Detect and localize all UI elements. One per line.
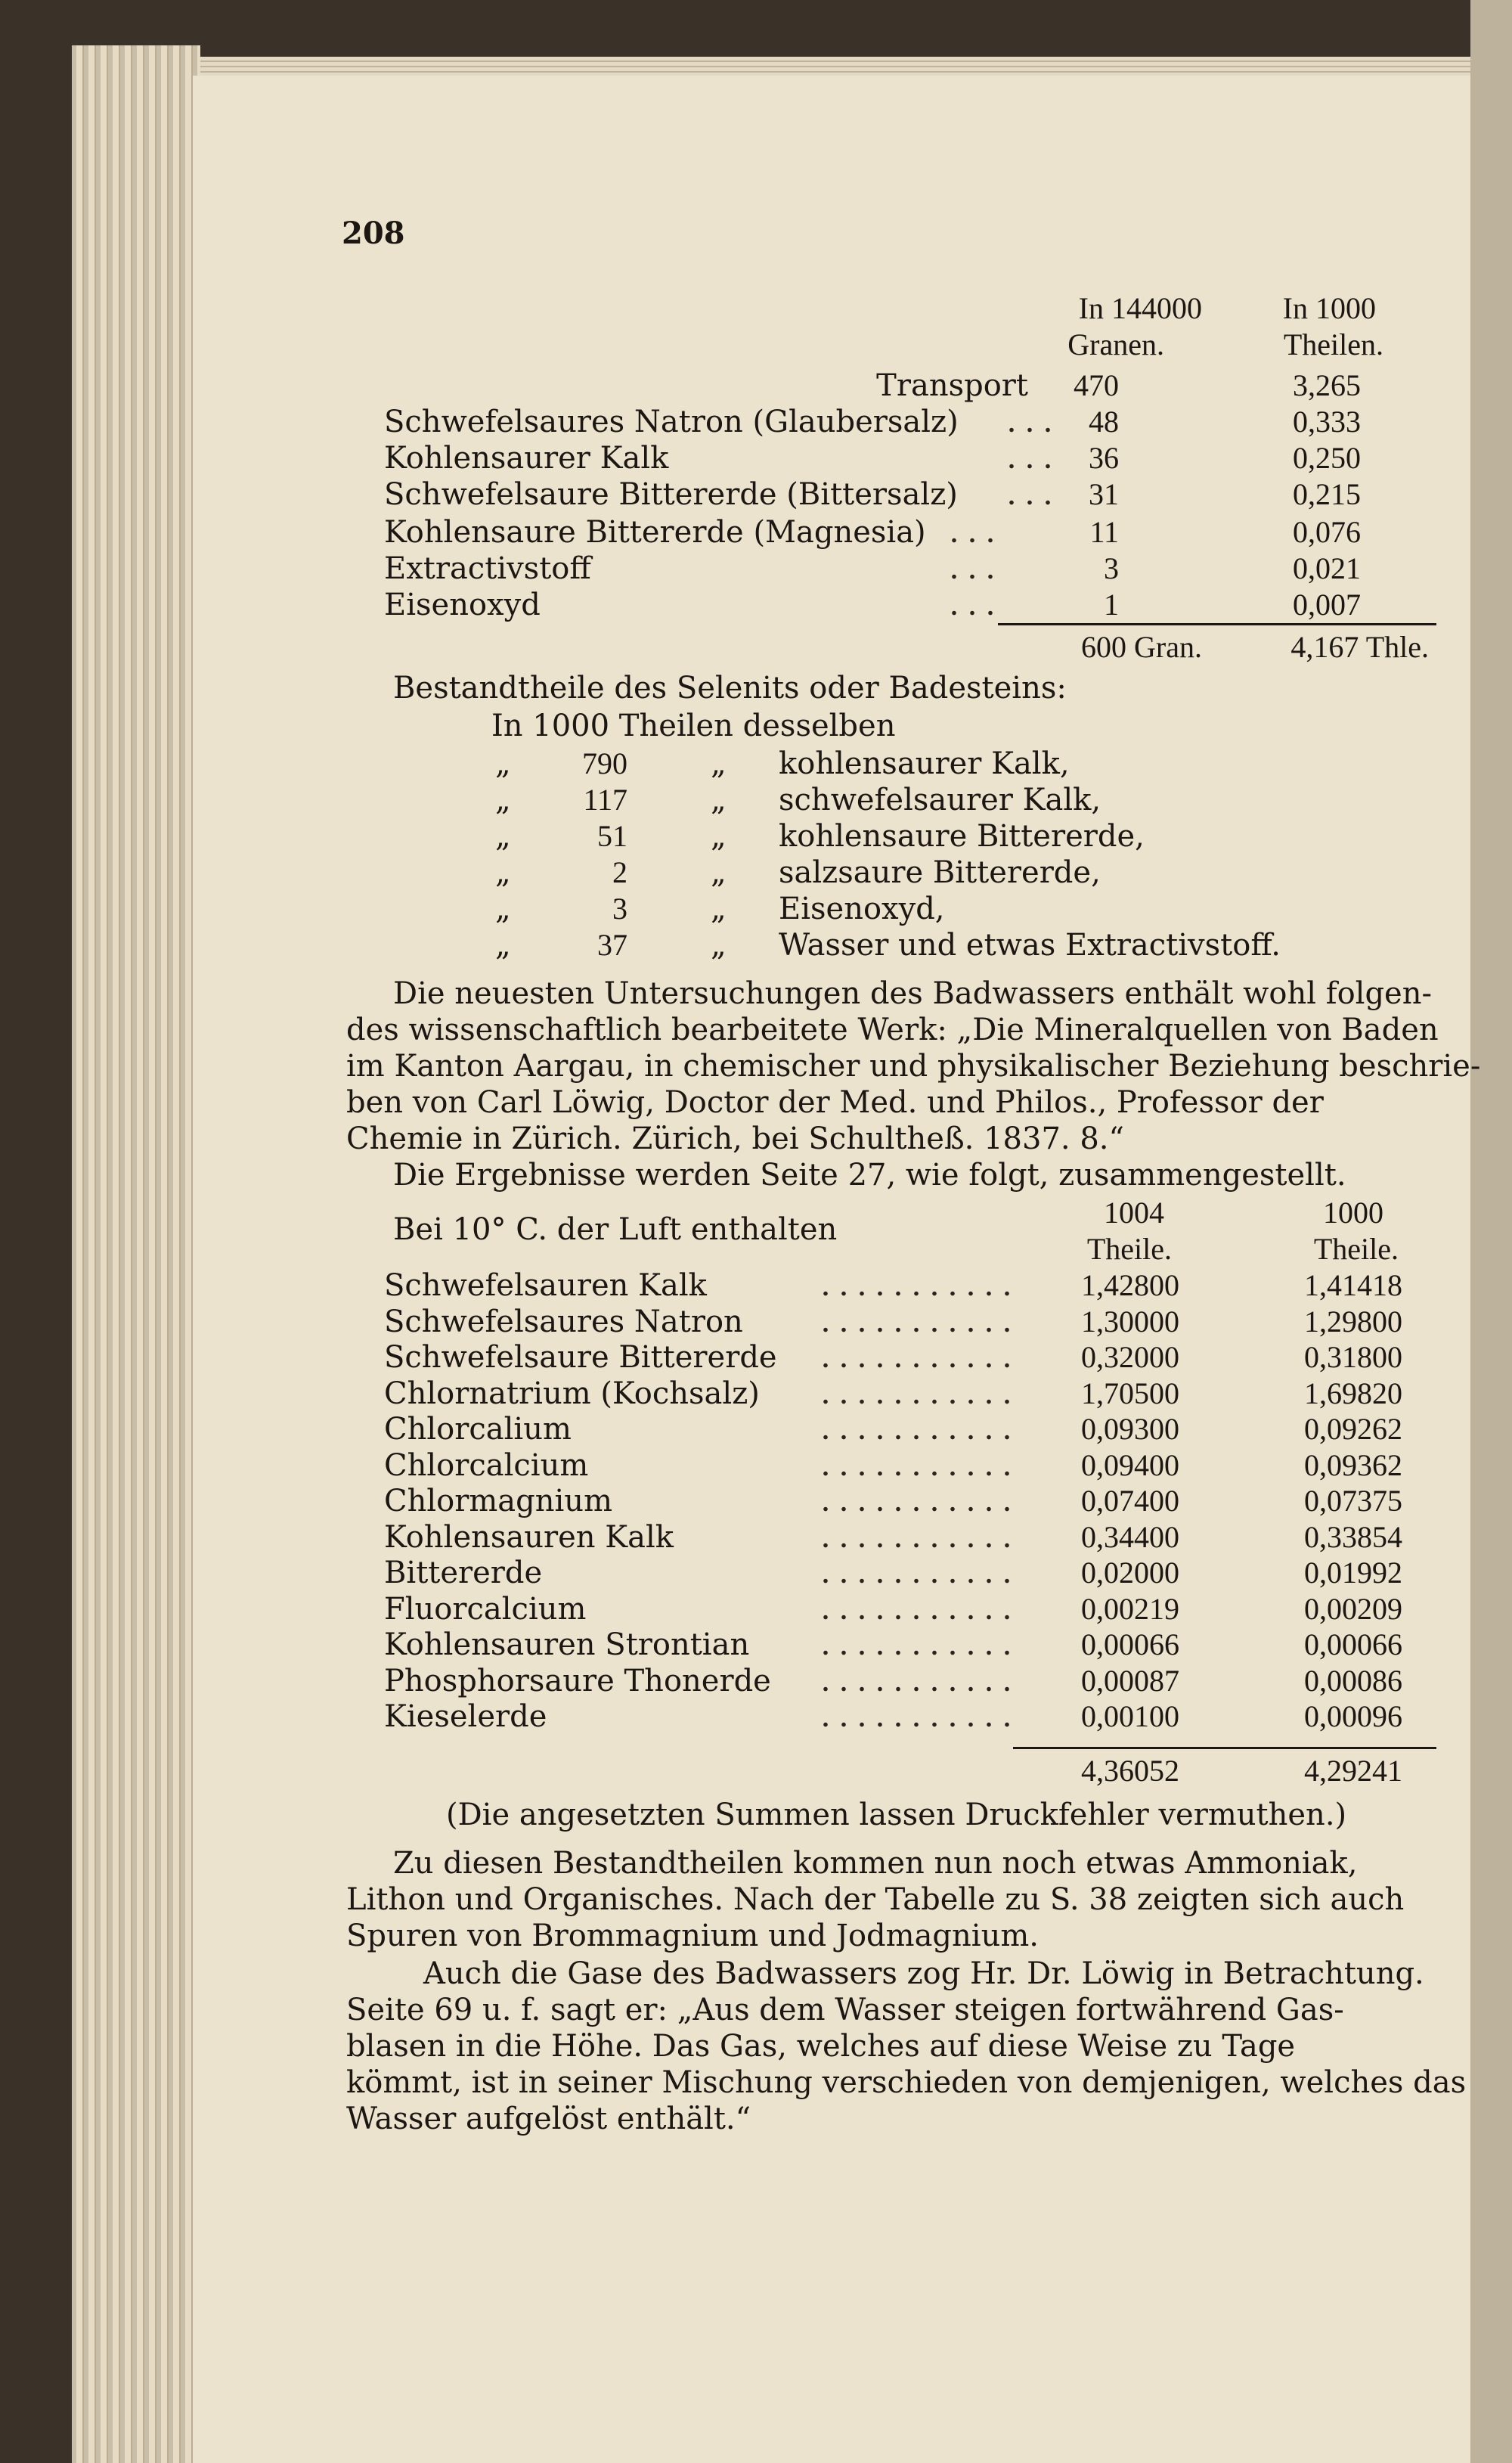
table2-cell-1000: 0,00096 — [1304, 1699, 1402, 1733]
table2-row-label: Schwefelsaures Natron — [384, 1304, 743, 1339]
dot-leader — [816, 1376, 1013, 1412]
dot-leader — [816, 1627, 1013, 1663]
table2-cell-1004: 1,42800 — [1081, 1268, 1179, 1302]
table2-row-label: Kieselerde — [384, 1699, 547, 1734]
ditto-mark: „ — [711, 892, 727, 926]
table1-row-label: Eisenoxyd — [384, 588, 541, 622]
ditto-mark: „ — [711, 855, 727, 890]
text-line: kömmt, ist in seiner Mischung verschieden von demjenigen, welches das — [346, 2065, 1467, 2100]
text-line: Die neuesten Untersuchungen des Badwassers enthält wohl folgen- — [393, 976, 1433, 1011]
ditto-mark: „ — [711, 783, 727, 817]
table1-cell-granen: 1 — [1104, 588, 1119, 622]
table2-cell-1000: 0,09262 — [1304, 1412, 1402, 1446]
table2-row-label: Fluorcalcium — [384, 1591, 587, 1627]
table2-sum-rule — [1013, 1747, 1436, 1749]
table1-row-label: Kohlensaurer Kalk — [384, 441, 669, 476]
ditto-mark: „ — [495, 746, 511, 781]
table2-row-label: Chlorcalium — [384, 1412, 572, 1447]
dot-leader — [816, 1591, 1013, 1627]
table2-cell-1000: 0,33854 — [1304, 1519, 1402, 1554]
table2-cell-1004: 0,00219 — [1081, 1591, 1179, 1626]
dot-leader — [816, 1267, 1013, 1304]
table1-cell-granen: 11 — [1089, 515, 1119, 549]
ditto-mark: „ — [711, 819, 727, 854]
table1-cell-granen: 31 — [1089, 477, 1119, 511]
table1-total-a: 600 Gran. — [1081, 630, 1202, 664]
table2-cell-1004: 0,09300 — [1081, 1412, 1179, 1446]
text-line: Auch die Gase des Badwassers zog Hr. Dr. Löwig in Betrachtung. — [423, 1956, 1424, 1991]
table2-total-a: 4,36052 — [1081, 1754, 1179, 1788]
table1-cell-theilen: 0,076 — [1293, 515, 1361, 549]
ditto-mark: „ — [495, 892, 511, 926]
table1-cell-granen: 48 — [1089, 405, 1119, 439]
dot-leader — [816, 1698, 1013, 1735]
selenit-substance: Eisenoxyd, — [779, 892, 945, 926]
table1-cell-theilen: 0,333 — [1293, 405, 1361, 439]
table1-cell-theilen: 0,250 — [1293, 441, 1361, 475]
dot-leader — [945, 514, 1005, 551]
table1-col2-header-1: In 1000 — [1282, 291, 1376, 325]
table2-cell-1000: 0,00209 — [1304, 1591, 1402, 1626]
table2-col2-header-1: 1000 — [1323, 1196, 1383, 1230]
text-line: Wasser aufgelöst enthält.“ — [346, 2102, 751, 2136]
selenit-heading: Bestandtheile des Selenits oder Badesteins: — [393, 671, 1067, 706]
paragraph-results: Die Ergebnisse werden Seite 27, wie folgt, zusammengestellt. — [393, 1158, 1346, 1193]
ditto-mark: „ — [711, 746, 727, 781]
page-number: 208 — [342, 216, 405, 251]
dot-leader — [816, 1447, 1013, 1484]
table2-row-label: Chlornatrium (Kochsalz) — [384, 1376, 760, 1411]
table1-sum-rule — [998, 623, 1436, 625]
table2-row-label: Schwefelsauren Kalk — [384, 1268, 707, 1303]
table2-cell-1000: 0,01992 — [1304, 1556, 1402, 1590]
table2-row-label: Schwefelsaure Bittererde — [384, 1340, 777, 1375]
text-line: Seite 69 u. f. sagt er: „Aus dem Wasser steigen fortwährend Gas- — [346, 1993, 1344, 2027]
table2-cell-1004: 0,34400 — [1081, 1519, 1179, 1554]
selenit-substance: schwefelsaurer Kalk, — [779, 783, 1101, 817]
table2-total-b: 4,29241 — [1304, 1754, 1402, 1788]
table1-cell-theilen: 3,265 — [1293, 368, 1361, 402]
ditto-mark: „ — [495, 855, 511, 890]
table1-row-label: Schwefelsaures Natron (Glaubersalz) — [384, 405, 959, 439]
ditto-mark: „ — [711, 928, 727, 963]
text-line: Chemie in Zürich. Zürich, bei Schultheß. 1837. 8.“ — [346, 1121, 1124, 1156]
table2-row-label: Kohlensauren Strontian — [384, 1627, 750, 1662]
text-line: Spuren von Brommagnium und Jodmagnium. — [346, 1919, 1039, 1953]
text-line: des wissenschaftlich bearbeitete Werk: „Die Mineralquellen von Baden — [346, 1013, 1439, 1047]
table2-row-label: Phosphorsaure Thonerde — [384, 1663, 771, 1698]
table2-row-label: Chlormagnium — [384, 1484, 612, 1518]
table2-cell-1004: 1,70500 — [1081, 1376, 1179, 1410]
table1-row-label: Extractivstoff — [384, 551, 591, 586]
table2-cell-1000: 0,00066 — [1304, 1627, 1402, 1661]
table2-col1-header-1: 1004 — [1104, 1196, 1164, 1230]
table2-cell-1004: 0,32000 — [1081, 1340, 1179, 1374]
selenit-substance: salzsaure Bittererde, — [779, 855, 1101, 890]
table2-cell-1004: 0,02000 — [1081, 1556, 1179, 1590]
dot-leader — [816, 1483, 1013, 1519]
ditto-mark: „ — [495, 928, 511, 963]
table1-col2-header-2: Theilen. — [1283, 327, 1383, 361]
table1-cell-theilen: 0,215 — [1293, 477, 1361, 511]
text-line: im Kanton Aargau, in chemischer und physikalischer Beziehung beschrie- — [346, 1049, 1481, 1084]
selenit-substance: kohlensaurer Kalk, — [779, 746, 1070, 781]
dot-leader — [816, 1411, 1013, 1447]
table2-cell-1000: 1,41418 — [1304, 1268, 1402, 1302]
table2-row-label: Bittererde — [384, 1556, 543, 1590]
note-printing-errors: (Die angesetzten Summen lassen Druckfehler vermuthen.) — [446, 1798, 1347, 1832]
table1-row-label: Kohlensaure Bittererde (Magnesia) — [384, 515, 926, 550]
table2-cell-1000: 1,69820 — [1304, 1376, 1402, 1410]
table2-intro: Bei 10° C. der Luft enthalten — [393, 1212, 838, 1247]
table2-cell-1000: 0,07375 — [1304, 1484, 1402, 1518]
text-line: Zu diesen Bestandtheilen kommen nun noch etwas Ammoniak, — [393, 1846, 1358, 1881]
table2-cell-1004: 0,09400 — [1081, 1447, 1179, 1482]
table1-col1-header-1: In 144000 — [1078, 291, 1202, 325]
dot-leader — [816, 1555, 1013, 1591]
table1-total-b: 4,167 Thle. — [1290, 630, 1429, 664]
dot-leader — [816, 1339, 1013, 1376]
table1-cell-granen: 3 — [1104, 551, 1119, 585]
text-line: Lithon und Organisches. Nach der Tabelle zu S. 38 zeigten sich auch — [346, 1882, 1405, 1917]
table1-row-label: Schwefelsaure Bittererde (Bittersalz) — [384, 477, 958, 512]
table2-cell-1000: 0,09362 — [1304, 1447, 1402, 1482]
selenit-quantity: 2 — [612, 855, 627, 889]
selenit-quantity: 117 — [583, 783, 627, 817]
table2-cell-1004: 0,07400 — [1081, 1484, 1179, 1518]
dot-leader — [945, 587, 1005, 623]
table2-col2-header-2: Theile. — [1313, 1232, 1399, 1266]
table2-col1-header-2: Theile. — [1086, 1232, 1172, 1266]
text-line: blasen in die Höhe. Das Gas, welches auf diese Weise zu Tage — [346, 2029, 1296, 2064]
table1-cell-granen: 36 — [1089, 441, 1119, 475]
ditto-mark: „ — [495, 819, 511, 854]
book-gutter — [1470, 0, 1512, 2463]
page-stack-edges — [72, 45, 200, 2463]
table2-row-label: Kohlensauren Kalk — [384, 1519, 674, 1555]
selenit-quantity: 3 — [612, 892, 627, 926]
table2-cell-1004: 1,30000 — [1081, 1304, 1179, 1339]
text-line: ben von Carl Löwig, Doctor der Med. und Philos., Professor der — [346, 1085, 1324, 1120]
table2-cell-1004: 0,00100 — [1081, 1699, 1179, 1733]
table2-cell-1004: 0,00066 — [1081, 1627, 1179, 1661]
dot-leader — [945, 551, 1005, 587]
table2-row-label: Chlorcalcium — [384, 1447, 589, 1483]
table2-cell-1000: 0,00086 — [1304, 1663, 1402, 1698]
selenit-quantity: 37 — [597, 928, 627, 962]
dot-leader — [816, 1304, 1013, 1340]
selenit-substance: Wasser und etwas Extractivstoff. — [779, 928, 1281, 963]
table1-row-label: Transport — [876, 368, 1028, 403]
table1-cell-granen: 470 — [1074, 368, 1119, 402]
table1-cell-theilen: 0,021 — [1293, 551, 1361, 585]
table1-col1-header-2: Granen. — [1067, 327, 1164, 361]
table1-cell-theilen: 0,007 — [1293, 588, 1361, 622]
selenit-intro: In 1000 Theilen desselben — [491, 709, 896, 743]
table2-cell-1004: 0,00087 — [1081, 1663, 1179, 1698]
table2-cell-1000: 1,29800 — [1304, 1304, 1402, 1339]
dot-leader — [816, 1519, 1013, 1556]
table2-cell-1000: 0,31800 — [1304, 1340, 1402, 1374]
ditto-mark: „ — [495, 783, 511, 817]
dot-leader — [816, 1663, 1013, 1699]
selenit-quantity: 51 — [597, 819, 627, 853]
selenit-substance: kohlensaure Bittererde, — [779, 819, 1145, 854]
selenit-quantity: 790 — [582, 746, 627, 780]
